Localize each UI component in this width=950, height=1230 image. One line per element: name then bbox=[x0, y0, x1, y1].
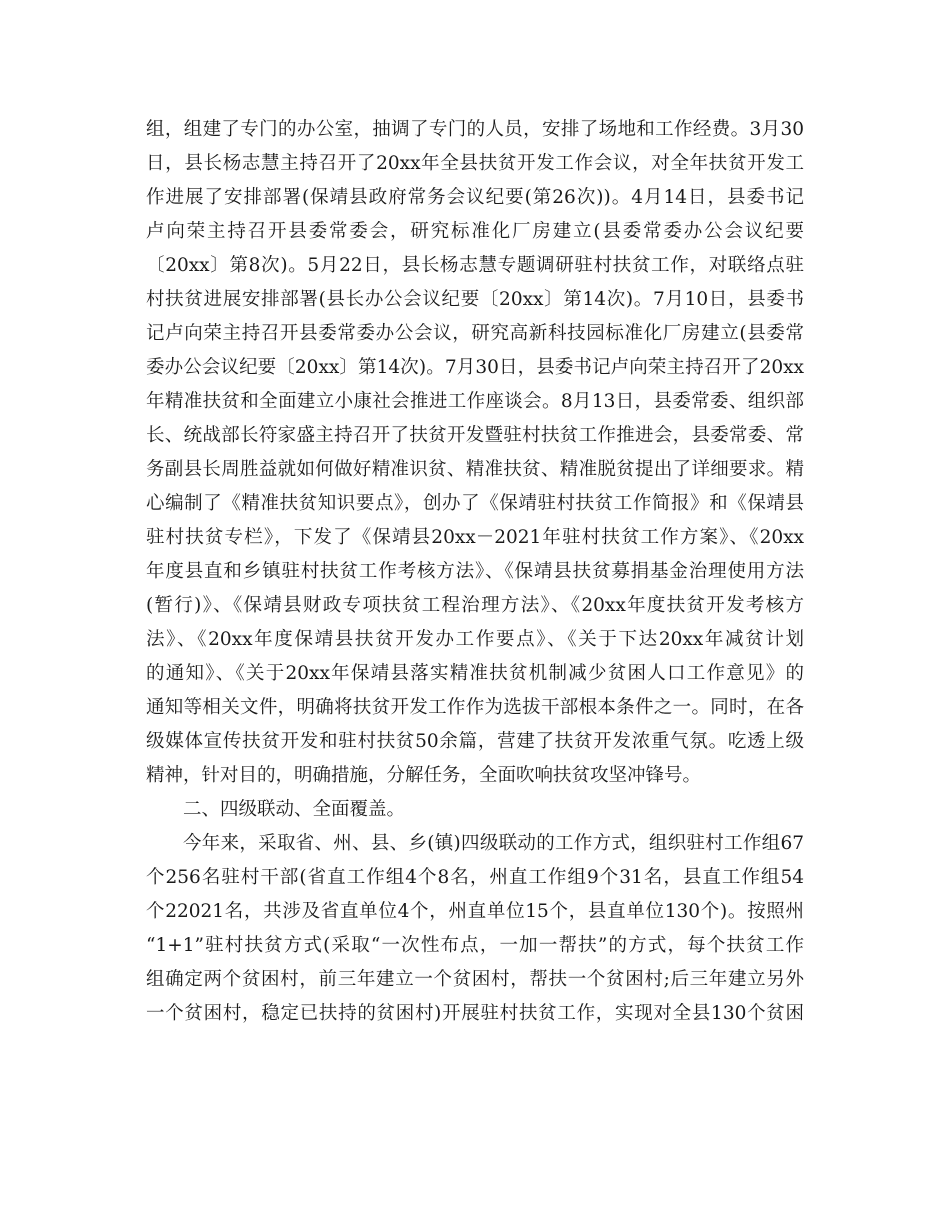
text-line: 的通知》、《关于20xx年保靖县落实精准扶贫机制减少贫困人口工作意见》的 bbox=[146, 663, 804, 684]
text-line: 〔20xx〕第8次)。5月22日，县长杨志慧专题调研驻村扶贫工作，对联络点驻 bbox=[146, 255, 804, 276]
text-line: 年度县直和乡镇驻村扶贫工作考核方法》、《保靖县扶贫募捐基金治理使用方法 bbox=[146, 561, 804, 582]
text-line: 精神，针对目的，明确措施，分解任务，全面吹响扶贫攻坚冲锋号。 bbox=[146, 765, 702, 786]
text-line: (暂行)》、《保靖县财政专项扶贫工程治理方法》、《20xx年度扶贫开发考核方 bbox=[146, 595, 804, 616]
text-line: 今年来，采取省、州、县、乡(镇)四级联动的工作方式，组织驻村工作组67 bbox=[183, 833, 804, 854]
text-line: 年精准扶贫和全面建立小康社会推进工作座谈会。8月13日，县委常委、组织部 bbox=[146, 391, 804, 412]
text-line: 个22021名，共涉及省直单位4个，州直单位15个，县直单位130个)。按照州 bbox=[146, 901, 804, 922]
document-body bbox=[146, 113, 804, 1031]
text-line: 长、统战部长符家盛主持召开了扶贫开发暨驻村扶贫工作推进会，县委常委、常 bbox=[146, 425, 804, 446]
text-line: 务副县长周胜益就如何做好精准识贫、精准扶贫、精准脱贫提出了详细要求。精 bbox=[146, 459, 804, 480]
text-line: 组，组建了专门的办公室，抽调了专门的人员，安排了场地和工作经费。3月30 bbox=[146, 119, 804, 140]
text-line: 日，县长杨志慧主持召开了20xx年全县扶贫开发工作会议，对全年扶贫开发工 bbox=[146, 153, 804, 174]
text-line: 通知等相关文件，明确将扶贫开发工作作为选拔干部根本条件之一。同时，在各 bbox=[146, 697, 804, 718]
text-line: 记卢向荣主持召开县委常委办公会议，研究高新科技园标准化厂房建立(县委常 bbox=[146, 323, 804, 344]
text-line: 心编制了《精准扶贫知识要点》，创办了《保靖驻村扶贫工作简报》和《保靖县 bbox=[146, 493, 804, 514]
text-line: 级媒体宣传扶贫开发和驻村扶贫50余篇，营建了扶贫开发浓重气氛。吃透上级 bbox=[146, 731, 804, 752]
text-line: 村扶贫进展安排部署(县长办公会议纪要〔20xx〕第14次)。7月10日，县委书 bbox=[146, 289, 804, 310]
section-heading: 二、四级联动、全面覆盖。 bbox=[183, 799, 406, 820]
text-line: 驻村扶贫专栏》，下发了《保靖县20xx－2021年驻村扶贫工作方案》、《20xx bbox=[146, 527, 804, 548]
text-line: 一个贫困村，稳定已扶持的贫困村)开展驻村扶贫工作，实现对全县130个贫困 bbox=[146, 1003, 804, 1024]
text-line: 个256名驻村干部(省直工作组4个8名，州直工作组9个31名，县直工作组54 bbox=[146, 867, 804, 888]
text-line: “1+1”驻村扶贫方式(采取“一次性布点，一加一帮扶”的方式，每个扶贫工作 bbox=[146, 935, 804, 956]
text-line: 委办公会议纪要〔20xx〕第14次)。7月30日，县委书记卢向荣主持召开了20xx bbox=[146, 357, 804, 378]
text-line: 法》、《20xx年度保靖县扶贫开发办工作要点》、《关于下达20xx年减贫计划 bbox=[146, 629, 804, 650]
text-line: 作进展了安排部署(保靖县政府常务会议纪要(第26次))。4月14日，县委书记 bbox=[146, 187, 804, 208]
text-line: 卢向荣主持召开县委常委会，研究标准化厂房建立(县委常委办公会议纪要 bbox=[146, 221, 804, 242]
text-line: 组确定两个贫困村，前三年建立一个贫困村，帮扶一个贫困村;后三年建立另外 bbox=[146, 969, 804, 990]
